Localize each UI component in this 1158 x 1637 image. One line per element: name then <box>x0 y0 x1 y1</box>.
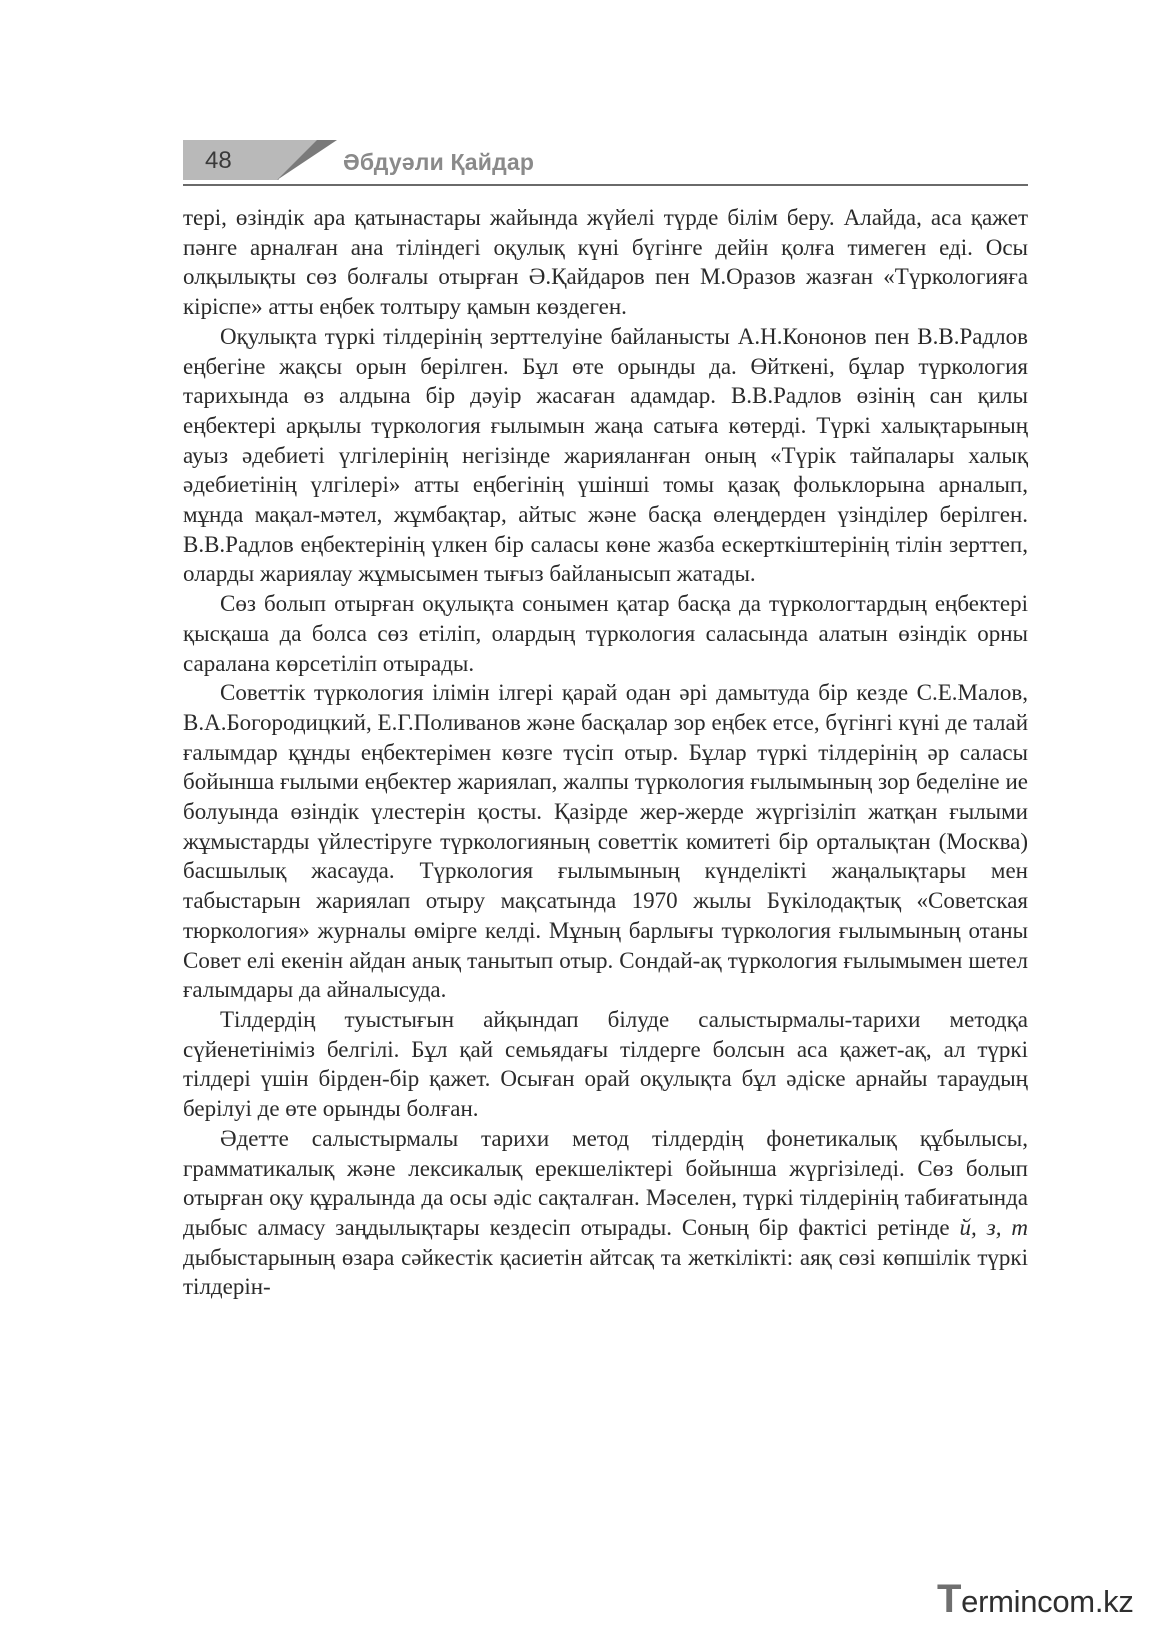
paragraph-5: Тілдердің туыстығын айқындап білуде салыстырмалы-тарихи методқа сүйенетініміз белгілі. Бұл қай семьядағы тілдерге болсын аса қажет-ақ, ал түркі тілдері үшін бірден-бір қажет. Осыған орай оқулықта бұл әдіске арнайы тараудың берілуі де өте орынды болған. <box>183 1006 1028 1122</box>
watermark-letter-t: T <box>937 1577 962 1621</box>
paragraph-1: тері, өзіндік ара қатынастары жайында жүйелі түрде білім беру. Алайда, аса қажет пәнге арналған ана тіліндегі оқулық күні бүгінге дейін қолға тимеген еді. Осы олқылықты сөз болғалы отырған Ә.Қайдаров пен М.Оразов жазған «Түркологияға кіріспе» атты еңбек толтыру қамын көздеген. <box>183 205 1028 320</box>
paragraph-6-part-1: Әдетте салыстырмалы тарихи метод тілдердің фонетикалық құбылысы, грамматикалық және лексикалық ерекшеліктері бойынша жүргізіледі. Сөз болып отырған оқу құралында да осы әдіс сақталған. Мәселен, түркі тілдерінің табиғатында дыбыс алмасу заңдылықтары кездесіп отырады. Соның бір фактісі ретінде <box>183 1125 1028 1240</box>
page-header <box>183 140 1028 190</box>
termincom-watermark-logo <box>937 1577 1134 1622</box>
paragraph-6-italic-letters: й, з, т <box>959 1214 1028 1240</box>
running-head-author: Әбдуәли Қайдар <box>343 149 535 175</box>
watermark-text: ermincom.kz <box>961 1584 1134 1619</box>
page-number: 48 <box>205 147 232 174</box>
paragraph-6-part-2: дыбыстарының өзара сәйкестік қасиетін айтсақ та жеткілікті: аяқ сөзі көпшілік түркі тілдерін- <box>183 1244 1028 1300</box>
paragraph-6 <box>183 1124 1028 1302</box>
paragraph-4: Советтік түркология ілімін ілгері қарай одан әрі дамытуда бір кезде С.Е.Малов, В.А.Богородицкий, Е.Г.Поливанов және басқалар зор еңбек етсе, бүгінгі күні де талай ғалымдар құнды еңбектерімен көзге түсіп отыр. Бұлар түркі тілдерінің әр саласы бойынша ғылыми еңбектер жариялап, жалпы түркология ғылымының зор беделіне ие болуында өзіндік үлестерін қосты. Қазірде жер-жерде жүргізіліп жатқан ғылыми жұмыстарды үйлестіруге түркологияның советтік комитеті бір орталықтан (Москва) басшылық жасауда. Түркология ғылымының күнделікті жаңалықтары мен табыстарын жариялап отыру мақсатында 1970 жылы Бүкілодақтық «Советская тюркология» журналы өмірге келді. Мұның барлығы түркология ғылымының отаны Совет елі екенін айдан анық танытып отыр. Сондай-ақ түркология ғылымымен шетел ғалымдары да айналысуда. <box>183 680 1028 1003</box>
page-body <box>183 203 1028 1302</box>
header-rule <box>183 184 1028 186</box>
paragraph-3: Сөз болып отырған оқулықта сонымен қатар басқа да түркологтардың еңбектері қысқаша да болса сөз етіліп, олардың түркология саласында алатын өзіндік орны саралана көрсетіліп отырады. <box>183 591 1028 676</box>
header-tab-decoration-light <box>277 140 317 180</box>
page-number-box <box>183 140 279 180</box>
paragraph-2: Оқулықта түркі тілдерінің зерттелуіне байланысты А.Н.Кононов пен В.В.Радлов еңбегіне жақсы орын берілген. Бұл өте орынды да. Өйткені, бұлар түркология тарихында өз алдына бір дәуір жасаған адамдар. В.В.Радлов өзінің сан қилы еңбектері арқылы түркология ғылымын жаңа сатыға көтерді. Түркі халықтарының ауыз әдебиеті үлгілерінің негізінде жарияланған оның «Түрік тайпалары халық әдебиетінің үлгілері» атты еңбегінің үшінші томы қазақ фольклорына арналып, мұнда мақал-мәтел, жұмбақтар, айтыс және басқа өлеңдерден үзінділер берілген. В.В.Радлов еңбектерінің үлкен бір саласы көне жазба ескерткіштерінің тілін зерттеп, оларды жариялау жұмысымен тығыз байланысып жатады. <box>183 323 1028 587</box>
